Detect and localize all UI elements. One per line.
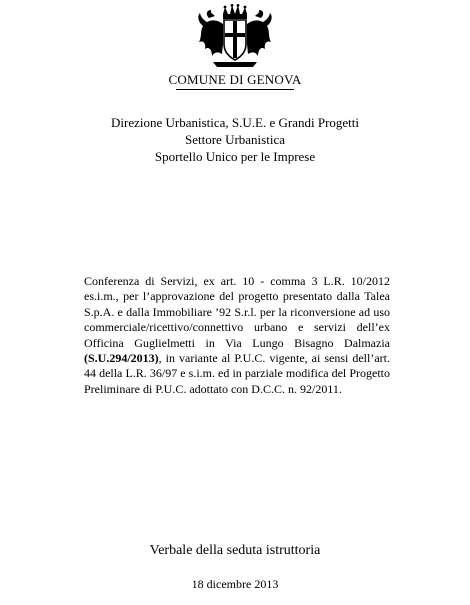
description-part-1: Conferenza di Servizi, ex art. 10 - comma 3 L.R. 10/2012 es.i.m., per l’approvazione del progetto presentato dalla Talea S.p.A. e dalla Immobiliare ’92 S.r.l. per la riconversione ad uso commerciale/ricettivo/connettivo urbano e servizi dell’ex Officina Guglielmetti in Via Lungo Bisagno Dalmazia [84,274,390,350]
office-line: Sportello Unico per le Imprese [154,149,316,164]
meeting-date: 18 dicembre 2013 [191,577,279,591]
title-underline [176,89,294,90]
minutes-title: Verbale della seduta istruttoria [149,543,321,558]
conference-description [84,274,390,397]
genova-coat-of-arms-icon [195,4,275,70]
municipality-title: COMUNE DI GENOVA [168,72,302,87]
reference-code: (S.U.294/2013) [84,351,159,366]
department-line: Direzione Urbanistica, S.U.E. e Grandi Progetti [110,115,359,130]
description-part-2: , in variante al P.U.C. vigente, ai sensi dell’art. 44 della L.R. 36/97 e s.i.m. ed in parziale modifica del Progetto Preliminare di P.U.C. adottato con D.C.C. n. 92/2011. [84,351,390,396]
department-block [0,114,470,165]
municipality-name [0,72,470,90]
sector-line: Settore Urbanistica [185,132,285,147]
